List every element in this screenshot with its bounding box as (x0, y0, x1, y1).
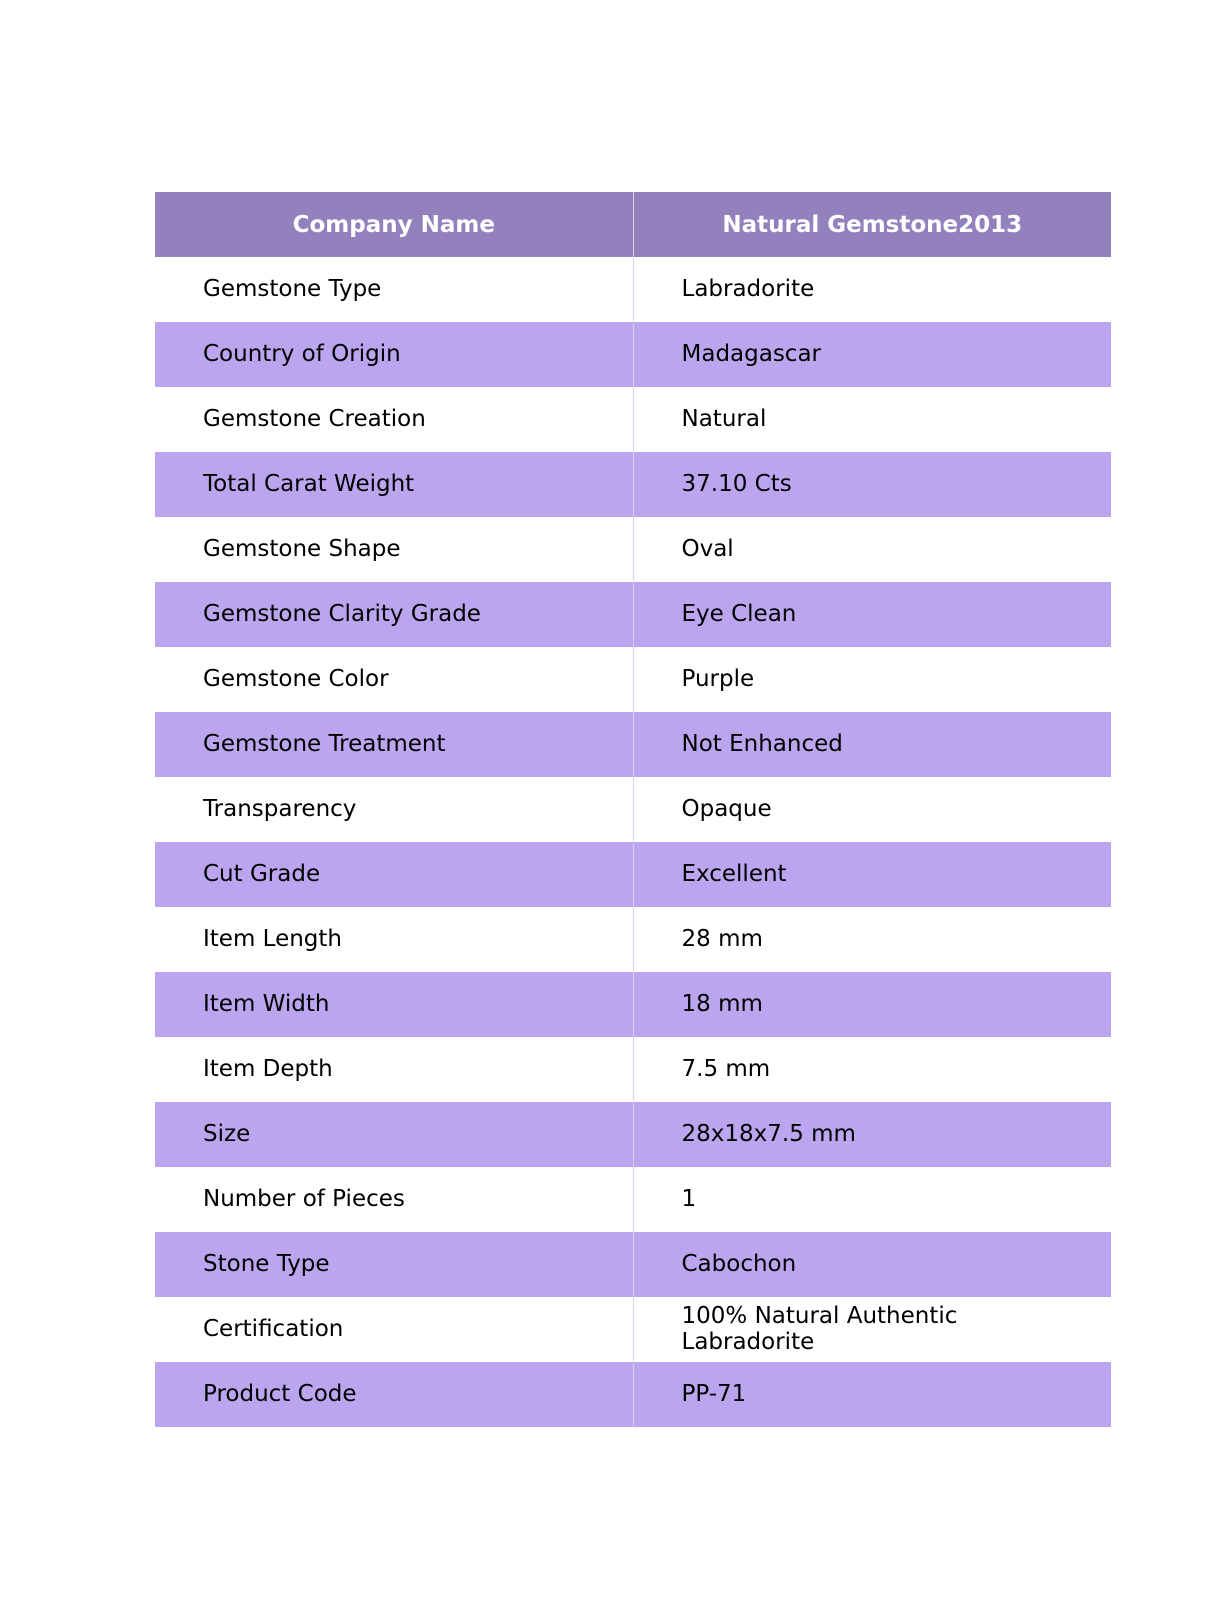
row-value: Not Enhanced (633, 712, 1111, 777)
table-row (155, 777, 1111, 842)
row-label: Item Depth (155, 1037, 633, 1102)
table-row (155, 907, 1111, 972)
row-value: 28 mm (633, 907, 1111, 972)
row-label: Product Code (155, 1362, 633, 1427)
table-row (155, 322, 1111, 387)
table-row (155, 1232, 1111, 1297)
row-label: Cut Grade (155, 842, 633, 907)
table-row (155, 582, 1111, 647)
row-label: Item Length (155, 907, 633, 972)
row-value: Eye Clean (633, 582, 1111, 647)
table-row (155, 1297, 1111, 1362)
header-value: Natural Gemstone2013 (633, 192, 1111, 257)
row-label: Gemstone Shape (155, 517, 633, 582)
row-value: PP-71 (633, 1362, 1111, 1427)
row-label: Gemstone Clarity Grade (155, 582, 633, 647)
table-row (155, 1167, 1111, 1232)
row-label: Size (155, 1102, 633, 1167)
table-header-row (155, 192, 1111, 257)
gemstone-spec-table (155, 192, 1111, 1427)
header-label: Company Name (155, 192, 633, 257)
row-value: 100% Natural Authentic Labradorite (633, 1297, 1111, 1362)
table-row (155, 842, 1111, 907)
table-row (155, 387, 1111, 452)
row-label: Total Carat Weight (155, 452, 633, 517)
table-row (155, 647, 1111, 712)
row-value: 37.10 Cts (633, 452, 1111, 517)
row-value: Cabochon (633, 1232, 1111, 1297)
table-row (155, 1102, 1111, 1167)
row-value: Labradorite (633, 257, 1111, 322)
table-row (155, 1362, 1111, 1427)
table-row (155, 517, 1111, 582)
row-label: Stone Type (155, 1232, 633, 1297)
row-value: Purple (633, 647, 1111, 712)
row-label: Certification (155, 1297, 633, 1362)
table-row (155, 972, 1111, 1037)
row-label: Number of Pieces (155, 1167, 633, 1232)
row-label: Gemstone Creation (155, 387, 633, 452)
row-label: Gemstone Color (155, 647, 633, 712)
row-value: 7.5 mm (633, 1037, 1111, 1102)
row-value: 28x18x7.5 mm (633, 1102, 1111, 1167)
row-label: Country of Origin (155, 322, 633, 387)
row-value: Madagascar (633, 322, 1111, 387)
row-label: Gemstone Type (155, 257, 633, 322)
row-value: 1 (633, 1167, 1111, 1232)
table-row (155, 257, 1111, 322)
row-label: Item Width (155, 972, 633, 1037)
row-value: Oval (633, 517, 1111, 582)
table-row (155, 1037, 1111, 1102)
table-row (155, 452, 1111, 517)
row-value: 18 mm (633, 972, 1111, 1037)
row-value: Excellent (633, 842, 1111, 907)
row-label: Gemstone Treatment (155, 712, 633, 777)
table-row (155, 712, 1111, 777)
row-label: Transparency (155, 777, 633, 842)
row-value: Opaque (633, 777, 1111, 842)
row-value: Natural (633, 387, 1111, 452)
